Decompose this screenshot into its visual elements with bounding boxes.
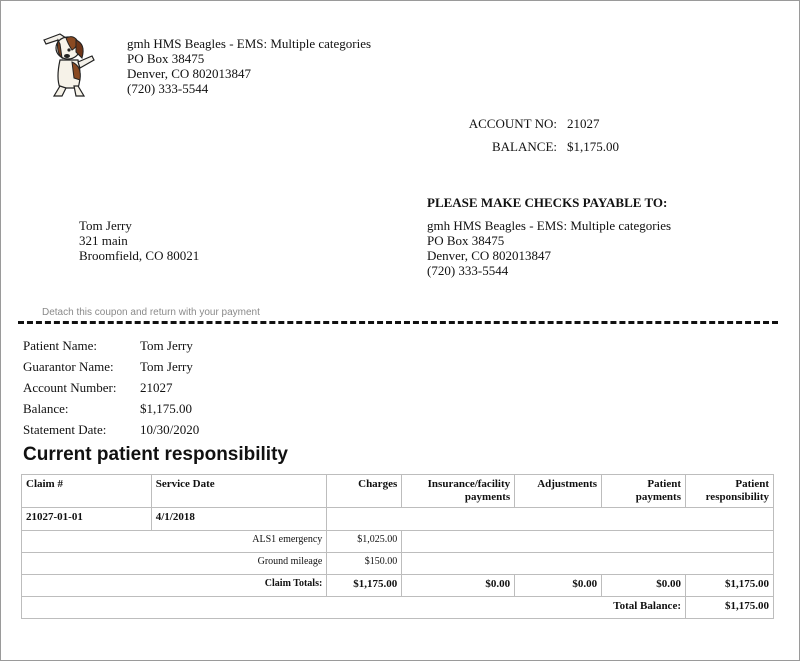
payable-name: gmh HMS Beagles - EMS: Multiple categories — [427, 218, 672, 233]
table-header-row — [22, 475, 774, 508]
beagle-logo — [38, 26, 106, 98]
totals-charges: $1,175.00 — [327, 575, 402, 597]
totals-insurance: $0.00 — [402, 575, 515, 597]
payable-address-line2: Denver, CO 802013847 — [427, 248, 552, 263]
header-insurance-payments: Insurance/facility payments — [402, 475, 515, 508]
info-row — [23, 377, 199, 398]
account-number-value: 21027 — [567, 116, 600, 131]
table-row — [22, 553, 774, 575]
claims-table — [21, 474, 774, 619]
info-label: Balance: — [23, 401, 69, 416]
header-claim-number: Claim # — [22, 475, 152, 508]
section-title: Current patient responsibility — [23, 444, 288, 465]
info-value: $1,175.00 — [140, 401, 192, 416]
info-value: 10/30/2020 — [140, 422, 200, 437]
line-charge: $1,025.00 — [327, 531, 402, 553]
balance-row — [457, 139, 619, 155]
sender-address-line1: PO Box 38475 — [127, 51, 205, 66]
recipient-address — [79, 218, 199, 263]
claim-row-filler — [327, 508, 774, 531]
claim-totals-row — [22, 575, 774, 597]
header-adjustments: Adjustments — [515, 475, 602, 508]
header-patient-responsibility: Patient responsibility — [686, 475, 774, 508]
sender-address — [127, 36, 371, 96]
line-description: ALS1 emergency — [22, 531, 327, 553]
total-balance-value: $1,175.00 — [686, 597, 774, 619]
account-number-row — [457, 116, 600, 132]
detach-divider — [18, 321, 778, 324]
info-row — [23, 356, 199, 377]
header-service-date: Service Date — [151, 475, 327, 508]
payable-phone: (720) 333-5544 — [427, 263, 509, 278]
patient-info — [23, 335, 199, 440]
line-description: Ground mileage — [22, 553, 327, 575]
claim-service-date: 4/1/2018 — [151, 508, 327, 531]
totals-patient-payments: $0.00 — [602, 575, 686, 597]
totals-responsibility: $1,175.00 — [686, 575, 774, 597]
info-row — [23, 398, 199, 419]
balance-value: $1,175.00 — [567, 139, 619, 154]
total-balance-row — [22, 597, 774, 619]
claim-number: 21027-01-01 — [22, 508, 152, 531]
info-value: Tom Jerry — [140, 338, 193, 353]
info-label: Guarantor Name: — [23, 359, 114, 374]
table-row — [22, 531, 774, 553]
info-row — [23, 335, 199, 356]
claim-totals-label: Claim Totals: — [22, 575, 327, 597]
info-label: Statement Date: — [23, 422, 107, 437]
payable-address — [427, 218, 671, 278]
balance-label: BALANCE: — [492, 139, 557, 154]
account-number-label: ACCOUNT NO: — [468, 116, 557, 131]
info-value: 21027 — [140, 380, 173, 395]
detach-instruction: Detach this coupon and return with your payment — [42, 307, 260, 318]
info-row — [23, 419, 199, 440]
header-patient-payments: Patient payments — [602, 475, 686, 508]
recipient-address-line2: Broomfield, CO 80021 — [79, 248, 200, 263]
info-label: Account Number: — [23, 380, 117, 395]
recipient-name: Tom Jerry — [79, 218, 132, 233]
line-charge: $150.00 — [327, 553, 402, 575]
info-label: Patient Name: — [23, 338, 98, 353]
recipient-address-line1: 321 main — [79, 233, 128, 248]
claim-row — [22, 508, 774, 531]
info-value: Tom Jerry — [140, 359, 193, 374]
sender-address-line2: Denver, CO 802013847 — [127, 66, 252, 81]
payable-header: PLEASE MAKE CHECKS PAYABLE TO: — [427, 195, 668, 210]
line-filler — [402, 553, 774, 575]
payable-address-line1: PO Box 38475 — [427, 233, 505, 248]
total-balance-label: Total Balance: — [22, 597, 686, 619]
sender-name: gmh HMS Beagles - EMS: Multiple categories — [127, 36, 372, 51]
line-filler — [402, 531, 774, 553]
sender-phone: (720) 333-5544 — [127, 81, 209, 96]
totals-adjustments: $0.00 — [515, 575, 602, 597]
header-charges: Charges — [327, 475, 402, 508]
